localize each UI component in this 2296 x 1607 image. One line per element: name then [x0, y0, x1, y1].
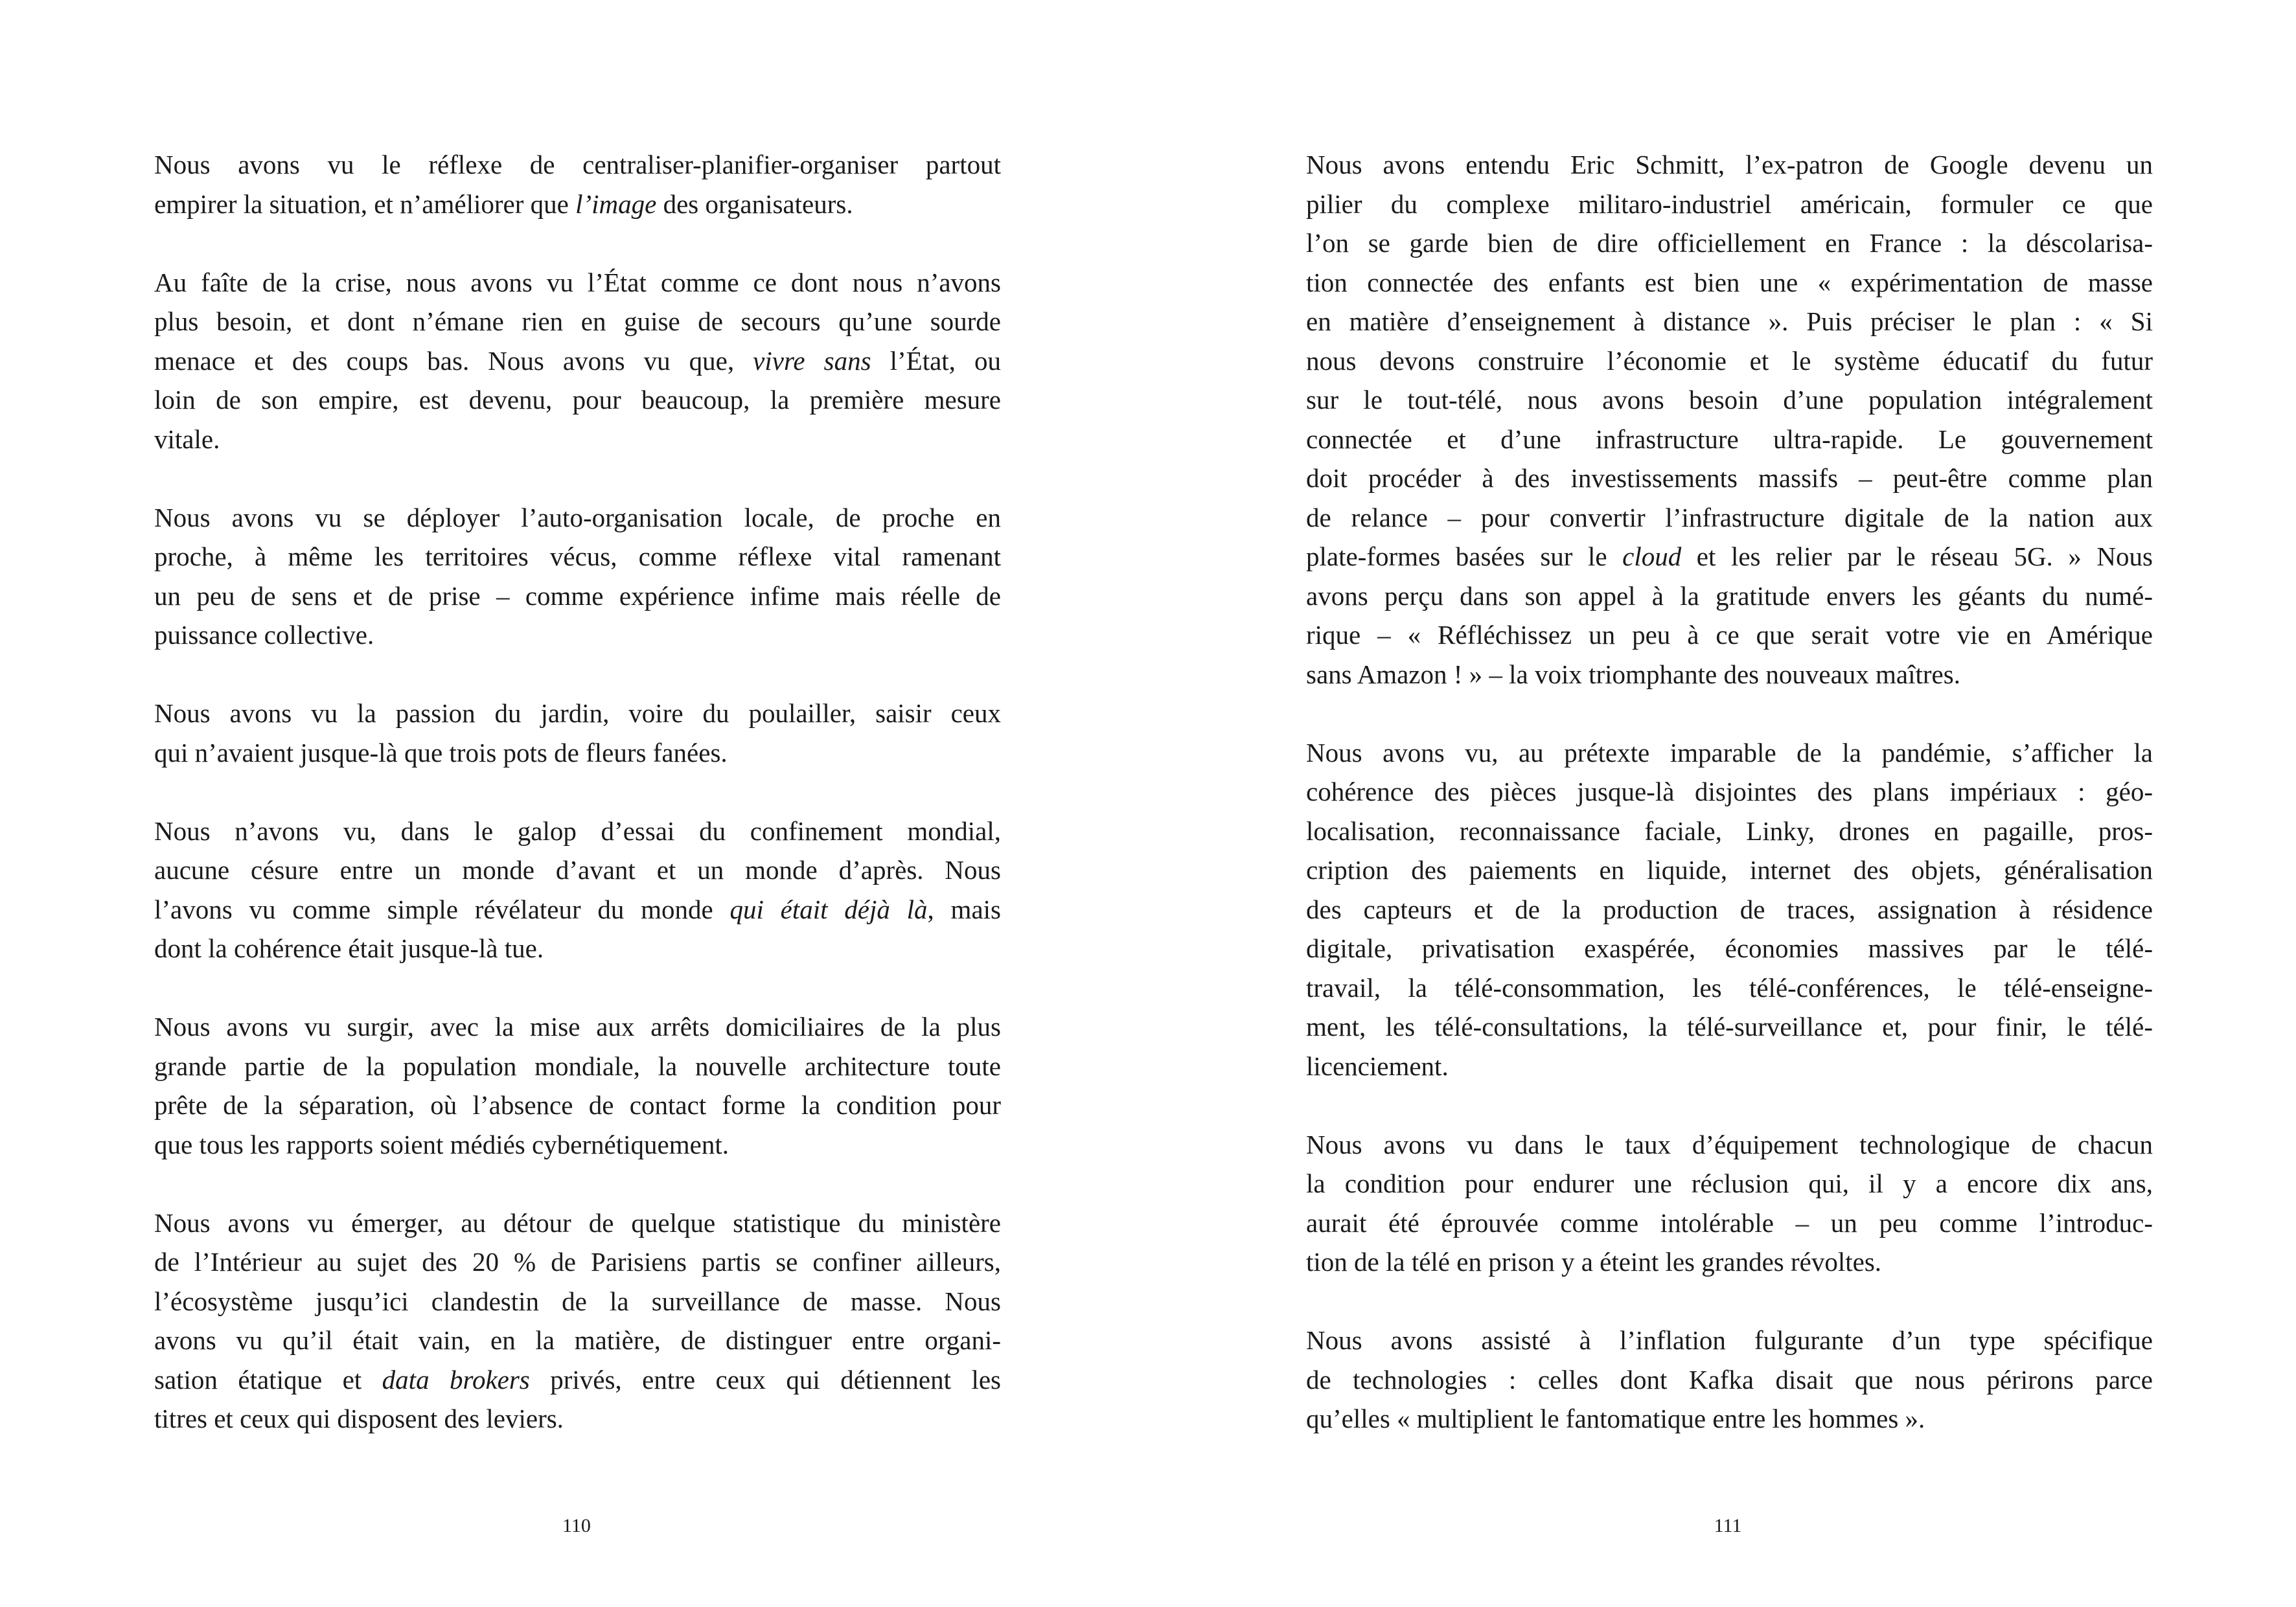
text-line: [154, 302, 1001, 341]
text-segment: dont la cohérence était jusque-là tue.: [154, 933, 544, 963]
text-line: [1306, 459, 2153, 498]
paragraph: [154, 498, 1001, 655]
text-line: [1306, 576, 2153, 616]
text-segment: l’écosystème jusqu’ici clandestin de la surveillance de masse. Nous: [154, 1286, 1001, 1316]
paragraph: [154, 812, 1001, 968]
text-segment: puissance collective.: [154, 620, 374, 650]
text-segment: digitale, privatisation exaspérée, économies massives par le télé-: [1306, 933, 2153, 963]
text-segment: tion connectée des enfants est bien une « expérimentation de masse: [1306, 267, 2153, 297]
text-line: [154, 615, 1001, 655]
text-segment: vitale.: [154, 424, 220, 454]
italic-text: cloud: [1622, 541, 1682, 571]
text-line: [1306, 890, 2153, 929]
text-line: [154, 380, 1001, 420]
text-segment: sation étatique et: [154, 1364, 382, 1395]
text-segment: proche, à même les territoires vécus, comme réflexe vital ramenant: [154, 541, 1001, 571]
paragraph: [154, 1203, 1001, 1439]
text-segment: cription des paiements en liquide, internet des objets, généralisation: [1306, 855, 2153, 885]
paragraph: [154, 1007, 1001, 1164]
text-segment: connectée et d’une infrastructure ultra-rapide. Le gouvernement: [1306, 424, 2153, 454]
text-line: [1306, 929, 2153, 968]
left-page-body: [154, 145, 1001, 1477]
text-segment: nous devons construire l’économie et le système éducatif du futur: [1306, 345, 2153, 376]
page-number-left: 110: [562, 1515, 591, 1536]
text-line: [154, 420, 1001, 459]
text-segment: que tous les rapports soient médiés cybernétiquement.: [154, 1129, 729, 1159]
text-line: [154, 537, 1001, 576]
text-line: [154, 1086, 1001, 1125]
text-segment: qui n’avaient jusque-là que trois pots de fleurs fanées.: [154, 737, 728, 768]
text-segment: Nous avons vu surgir, avec la mise aux arrêts domiciliaires de la plus: [154, 1012, 1001, 1042]
text-line: [1306, 185, 2153, 224]
paragraph: [1306, 1321, 2153, 1439]
paragraph: [154, 694, 1001, 772]
text-segment: aurait été éprouvée comme intolérable – un peu comme l’introduc-: [1306, 1207, 2153, 1238]
text-line: [1306, 223, 2153, 263]
text-segment: Au faîte de la crise, nous avons vu l’État comme ce dont nous n’avons: [154, 267, 1001, 297]
text-line: [1306, 1399, 2153, 1439]
text-line: [1306, 615, 2153, 655]
text-segment: Nous avons vu le réflexe de centraliser-planifier-organiser partout: [154, 150, 1001, 179]
text-line: [154, 1203, 1001, 1243]
text-segment: des capteurs et de la production de traces, assignation à résidence: [1306, 894, 2153, 924]
text-segment: sans Amazon ! » – la voix triomphante des nouveaux maîtres.: [1306, 659, 1960, 689]
text-segment: loin de son empire, est devenu, pour beaucoup, la première mesure: [154, 385, 1001, 415]
text-segment: l’avons vu comme simple révélateur du monde: [154, 894, 730, 924]
text-line: [154, 694, 1001, 733]
text-line: [154, 1399, 1001, 1439]
text-line: [1306, 263, 2153, 302]
text-segment: prête de la séparation, où l’absence de contact forme la condition pour: [154, 1090, 1001, 1120]
text-segment: cohérence des pièces jusque-là disjointes des plans impériaux : géo-: [1306, 777, 2153, 806]
text-line: [1306, 341, 2153, 381]
text-segment: rique – « Réfléchissez un peu à ce que serait votre vie en Amérique: [1306, 620, 2153, 650]
text-segment: Nous avons vu dans le taux d’équipement technologique de chacun: [1306, 1129, 2153, 1159]
text-segment: Nous avons vu se déployer l’auto-organisation locale, de proche en: [154, 502, 1001, 532]
text-line: [154, 1321, 1001, 1360]
text-segment: Nous avons assisté à l’inflation fulgurante d’un type spécifique: [1306, 1325, 2153, 1355]
text-segment: sur le tout-télé, nous avons besoin d’une population intégralement: [1306, 385, 2153, 415]
text-segment: et les relier par le réseau 5G. » Nous: [1681, 541, 2153, 571]
text-line: [1306, 1125, 2153, 1165]
text-line: [1306, 850, 2153, 890]
text-segment: avons vu qu’il était vain, en la matière, de distinguer entre organi-: [154, 1325, 1001, 1355]
text-line: [1306, 1164, 2153, 1203]
text-line: [1306, 1360, 2153, 1400]
text-line: [1306, 968, 2153, 1008]
text-line: [154, 145, 1001, 185]
text-line: [154, 850, 1001, 890]
paragraph: [1306, 1125, 2153, 1282]
text-line: [154, 1125, 1001, 1165]
paragraph: [1306, 733, 2153, 1086]
italic-text: qui était déjà là: [729, 894, 928, 924]
text-segment: doit procéder à des investissements massifs – peut-être comme plan: [1306, 463, 2153, 493]
text-line: [1306, 498, 2153, 538]
text-segment: Nous avons vu, au prétexte imparable de la pandémie, s’afficher la: [1306, 737, 2153, 768]
text-segment: Nous n’avons vu, dans le galop d’essai du confinement mondial,: [154, 815, 1001, 846]
text-segment: en matière d’enseignement à distance ». Puis préciser le plan : « Si: [1306, 306, 2153, 336]
paragraph: [154, 263, 1001, 459]
text-line: [1306, 302, 2153, 341]
text-segment: licenciement.: [1306, 1051, 1449, 1081]
text-segment: plus besoin, et dont n’émane rien en guise de secours qu’une sourde: [154, 306, 1001, 336]
text-segment: empirer la situation, et n’améliorer que: [154, 188, 576, 219]
text-line: [1306, 1047, 2153, 1086]
text-line: [1306, 1321, 2153, 1360]
text-line: [1306, 812, 2153, 851]
text-segment: de technologies : celles dont Kafka disait que nous périrons parce: [1306, 1364, 2153, 1395]
text-line: [1306, 1203, 2153, 1243]
text-line: [154, 1007, 1001, 1047]
text-segment: privés, entre ceux qui détiennent les: [529, 1364, 1001, 1395]
right-page-body: [1306, 145, 2153, 1477]
text-segment: ment, les télé-consultations, la télé-surveillance et, pour finir, le télé-: [1306, 1012, 2153, 1042]
text-line: [154, 341, 1001, 381]
text-segment: l’on se garde bien de dire officiellement en France : la déscolarisa-: [1306, 228, 2153, 258]
text-line: [1306, 1242, 2153, 1282]
text-segment: Nous avons vu la passion du jardin, voire du poulailler, saisir ceux: [154, 698, 1001, 728]
text-line: [154, 1242, 1001, 1282]
italic-text: vivre sans: [753, 345, 871, 376]
text-segment: grande partie de la population mondiale, la nouvelle architecture toute: [154, 1051, 1001, 1081]
text-line: [1306, 537, 2153, 576]
text-segment: pilier du complexe militaro-industriel américain, formuler ce que: [1306, 188, 2153, 219]
text-line: [154, 812, 1001, 851]
text-segment: des organisateurs.: [656, 188, 853, 219]
text-line: [154, 1047, 1001, 1086]
text-segment: Nous avons entendu Eric Schmitt, l’ex-patron de Google devenu un: [1306, 150, 2153, 179]
text-line: [1306, 1007, 2153, 1047]
text-line: [1306, 733, 2153, 773]
italic-text: l’image: [575, 188, 657, 219]
text-line: [154, 263, 1001, 302]
italic-text: data brokers: [382, 1364, 530, 1395]
text-segment: , mais: [927, 894, 1001, 924]
text-line: [1306, 145, 2153, 185]
text-segment: la condition pour endurer une réclusion qui, il y a encore dix ans,: [1306, 1168, 2153, 1198]
text-segment: aucune césure entre un monde d’avant et un monde d’après. Nous: [154, 855, 1001, 885]
text-line: [1306, 380, 2153, 420]
text-line: [154, 890, 1001, 929]
text-line: [154, 1360, 1001, 1400]
text-segment: menace et des coups bas. Nous avons vu que,: [154, 345, 753, 376]
text-segment: de l’Intérieur au sujet des 20 % de Parisiens partis se confiner ailleurs,: [154, 1247, 1001, 1277]
text-segment: travail, la télé-consommation, les télé-conférences, le télé-enseigne-: [1306, 972, 2153, 1003]
text-line: [154, 1282, 1001, 1321]
text-segment: de relance – pour convertir l’infrastructure digitale de la nation aux: [1306, 502, 2153, 532]
text-line: [154, 185, 1001, 224]
text-line: [154, 498, 1001, 538]
text-line: [154, 733, 1001, 773]
text-segment: plate-formes basées sur le: [1306, 541, 1623, 571]
text-line: [1306, 772, 2153, 812]
text-line: [154, 929, 1001, 968]
text-segment: tion de la télé en prison y a éteint les grandes révoltes.: [1306, 1247, 1882, 1277]
text-segment: titres et ceux qui disposent des leviers.: [154, 1404, 564, 1433]
text-line: [1306, 655, 2153, 694]
text-segment: qu’elles « multiplient le fantomatique entre les hommes ».: [1306, 1404, 1925, 1433]
text-line: [154, 576, 1001, 616]
text-segment: un peu de sens et de prise – comme expérience infime mais réelle de: [154, 580, 1001, 611]
text-segment: avons perçu dans son appel à la gratitude envers les géants du numé-: [1306, 580, 2153, 611]
text-line: [1306, 420, 2153, 459]
page-number-right: 111: [1714, 1515, 1742, 1536]
paragraph: [154, 145, 1001, 223]
text-segment: l’État, ou: [871, 345, 1001, 376]
paragraph: [1306, 145, 2153, 694]
text-segment: localisation, reconnaissance faciale, Linky, drones en pagaille, pros-: [1306, 815, 2153, 846]
text-segment: Nous avons vu émerger, au détour de quelque statistique du ministère: [154, 1207, 1001, 1238]
